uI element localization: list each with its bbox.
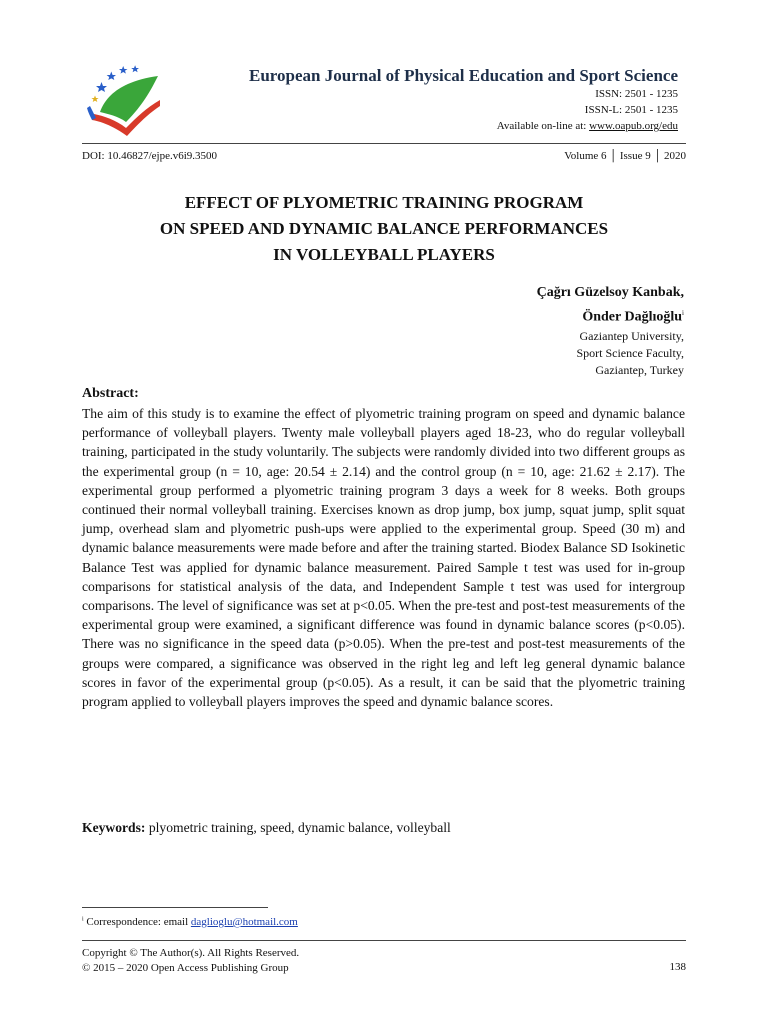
author-name: Çağrı Güzelsoy Kanbak, — [536, 285, 684, 300]
star-icon — [96, 82, 107, 92]
volume: Volume 6 — [564, 150, 607, 162]
footer-divider — [82, 940, 686, 941]
footnote-prefix: Correspondence: email — [83, 916, 191, 928]
volume-issue-year — [564, 150, 686, 162]
footnote — [82, 916, 298, 928]
doi: DOI: 10.46827/ejpe.v6i9.3500 — [82, 150, 218, 162]
star-icon — [107, 72, 116, 81]
abstract-text: The aim of this study is to examine the effect of plyometric training program on speed and dynamic balance performance of volleyball players. Twenty male volleyball players aged 18-23, who do regular volleyball training, participated in the study voluntarily. The subjects were randomly divided into two different groups as the experimental group (n = 10, age: 20.54 ± 2.14) and the control group (n = 10, age: 21.62 ± 2.17). The experimental group performed a plyometric training program 3 days a week for 8 weeks. Both groups continued their normal volleyball training. Exercises known as drop jump, box jump, squat jump, split squat jump, overhead slam and plyometric push-ups were applied to the experimental group. Speed (30 m) and dynamic balance measurements were made before and after the training started. Biodex Balance SD Isokinetic Balance Test was applied for dynamic balance measurement. Paired Sample t test was used for in-group comparisons for statistical analysis of the data, and Independent Sample t test was used for intergroup comparisons. The level of significance was set at p<0.05. When the pre-test and post-test measurements of the experimental group were examined, a significant difference was found in dynamic balance scores (p<0.05). There was no significance in the speed data (p>0.05). When the pre-test and post-test measurements of the groups were compared, a significance was observed in the right leg and left leg general dynamic balance scores in favor of the experimental group (p<0.05). As a result, it can be said that the plyometric training program applied to volleyball players improves the speed and dynamic balance scores. — [82, 406, 685, 710]
star-icon — [131, 65, 139, 72]
available-online-label: Available on-line at: — [496, 120, 590, 132]
copyright-line: Copyright © The Author(s). All Rights Reserved. — [82, 947, 300, 959]
title-line: EFFECT OF PLYOMETRIC TRAINING PROGRAM — [184, 193, 584, 212]
separator: │ — [653, 150, 662, 162]
email-link[interactable]: daglioglu@hotmail.com — [190, 916, 298, 928]
affiliation-line: Sport Science Faculty, — [576, 345, 684, 360]
keywords — [82, 820, 685, 836]
title-line: ON SPEED AND DYNAMIC BALANCE PERFORMANCES — [159, 219, 609, 238]
author-block — [537, 283, 684, 379]
abstract-heading: Abstract: — [82, 386, 139, 401]
copyright-block — [82, 946, 299, 976]
footnote-mark: i — [82, 916, 84, 923]
affiliation-line: Gaziantep, Turkey — [595, 362, 684, 377]
book-green-page — [100, 76, 158, 122]
separator: │ — [609, 150, 618, 162]
header-divider — [82, 143, 686, 144]
star-icon — [91, 96, 98, 103]
book-blue-spine — [87, 106, 96, 120]
copyright-line: © 2015 – 2020 Open Access Publishing Group — [82, 962, 289, 974]
affiliation-line: Gaziantep University, — [579, 328, 684, 343]
title-line: IN VOLLEYBALL PLAYERS — [273, 245, 495, 264]
paper-title — [82, 190, 686, 268]
journal-book-stars-logo — [86, 62, 166, 140]
footnote-mark: i — [682, 309, 684, 317]
issn: ISSN: 2501 - 1235 — [595, 88, 678, 100]
keywords-text: plyometric training, speed, dynamic balance, volleyball — [145, 820, 451, 835]
doi-line — [82, 150, 686, 162]
author-name-with-mark — [537, 303, 684, 328]
journal-url-link[interactable]: www.oapub.org/edu — [589, 120, 678, 132]
issn-l: ISSN-L: 2501 - 1235 — [584, 104, 678, 116]
page-number: 138 — [669, 961, 686, 973]
footnote-divider — [82, 907, 268, 908]
author-name: Önder Dağlıoğlu — [582, 309, 683, 325]
year: 2020 — [664, 150, 686, 162]
journal-title: European Journal of Physical Education and Sport Science — [249, 66, 678, 85]
available-online — [497, 120, 678, 132]
issue: Issue 9 — [619, 150, 651, 162]
star-icon — [119, 66, 128, 74]
keywords-label: Keywords: — [82, 820, 146, 835]
